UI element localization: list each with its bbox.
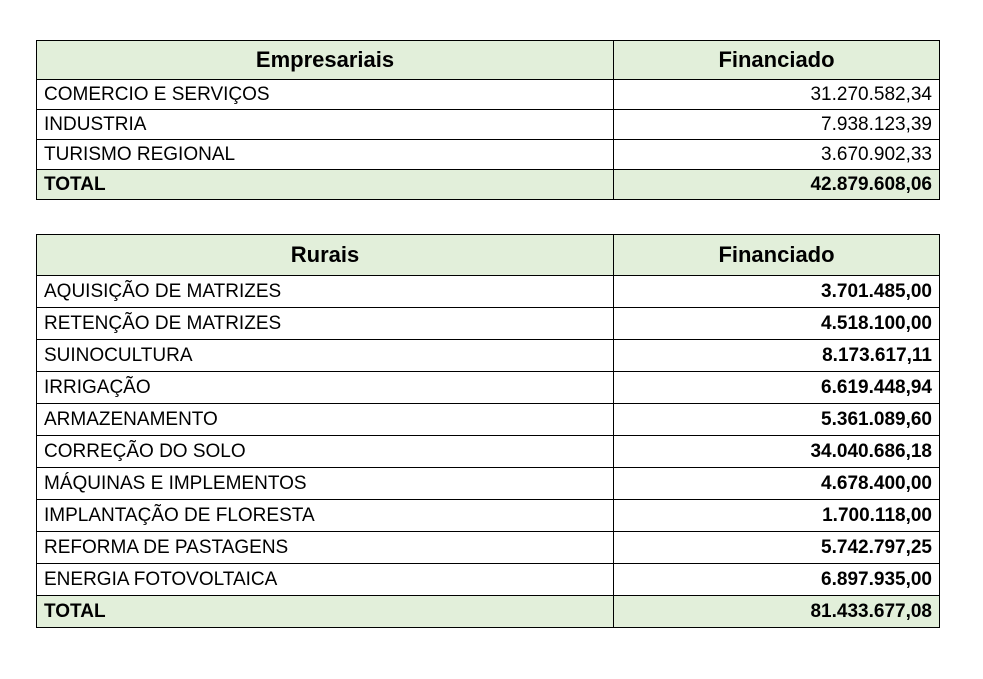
row-label: CORREÇÃO DO SOLO bbox=[37, 436, 614, 468]
row-value: 3.701.485,00 bbox=[614, 276, 940, 308]
rurais-header-category: Rurais bbox=[37, 235, 614, 276]
row-value: 8.173.617,11 bbox=[614, 340, 940, 372]
row-value: 5.742.797,25 bbox=[614, 532, 940, 564]
table-row bbox=[37, 276, 940, 308]
table-row bbox=[37, 404, 940, 436]
empresariais-total-row bbox=[37, 170, 940, 200]
rurais-table bbox=[36, 234, 940, 628]
rurais-header-financiado: Financiado bbox=[614, 235, 940, 276]
row-value: 4.678.400,00 bbox=[614, 468, 940, 500]
row-value: 6.619.448,94 bbox=[614, 372, 940, 404]
row-label: ENERGIA FOTOVOLTAICA bbox=[37, 564, 614, 596]
table-row bbox=[37, 308, 940, 340]
row-label: MÁQUINAS E IMPLEMENTOS bbox=[37, 468, 614, 500]
total-value: 42.879.608,06 bbox=[614, 170, 940, 200]
row-value: 34.040.686,18 bbox=[614, 436, 940, 468]
row-label: COMERCIO E SERVIÇOS bbox=[37, 80, 614, 110]
table-row bbox=[37, 140, 940, 170]
total-label: TOTAL bbox=[37, 596, 614, 628]
row-label: AQUISIÇÃO DE MATRIZES bbox=[37, 276, 614, 308]
empresariais-header-financiado: Financiado bbox=[614, 41, 940, 80]
row-value: 5.361.089,60 bbox=[614, 404, 940, 436]
row-label: REFORMA DE PASTAGENS bbox=[37, 532, 614, 564]
row-value: 6.897.935,00 bbox=[614, 564, 940, 596]
row-value: 7.938.123,39 bbox=[614, 110, 940, 140]
empresariais-table bbox=[36, 40, 940, 200]
total-value: 81.433.677,08 bbox=[614, 596, 940, 628]
row-value: 31.270.582,34 bbox=[614, 80, 940, 110]
empresariais-header-category: Empresariais bbox=[37, 41, 614, 80]
row-label: SUINOCULTURA bbox=[37, 340, 614, 372]
row-label: RETENÇÃO DE MATRIZES bbox=[37, 308, 614, 340]
row-value: 4.518.100,00 bbox=[614, 308, 940, 340]
table-row bbox=[37, 340, 940, 372]
row-value: 3.670.902,33 bbox=[614, 140, 940, 170]
row-value: 1.700.118,00 bbox=[614, 500, 940, 532]
table-row bbox=[37, 80, 940, 110]
row-label: IMPLANTAÇÃO DE FLORESTA bbox=[37, 500, 614, 532]
row-label: ARMAZENAMENTO bbox=[37, 404, 614, 436]
row-label: IRRIGAÇÃO bbox=[37, 372, 614, 404]
table-row bbox=[37, 500, 940, 532]
table-row bbox=[37, 468, 940, 500]
table-row bbox=[37, 110, 940, 140]
rurais-total-row bbox=[37, 596, 940, 628]
total-label: TOTAL bbox=[37, 170, 614, 200]
empresariais-header-row bbox=[37, 41, 940, 80]
table-row bbox=[37, 372, 940, 404]
rurais-header-row bbox=[37, 235, 940, 276]
table-row bbox=[37, 436, 940, 468]
table-row bbox=[37, 564, 940, 596]
table-row bbox=[37, 532, 940, 564]
row-label: INDUSTRIA bbox=[37, 110, 614, 140]
row-label: TURISMO REGIONAL bbox=[37, 140, 614, 170]
